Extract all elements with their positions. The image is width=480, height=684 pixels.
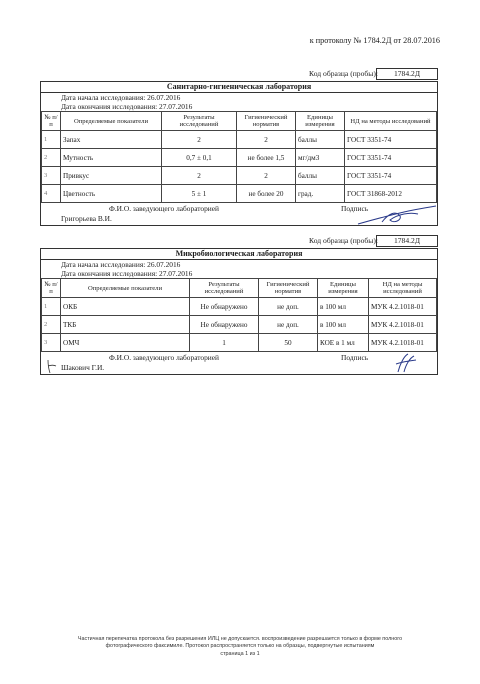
row-num: 3 xyxy=(42,334,61,352)
signature-label: Подпись xyxy=(341,353,369,362)
handwritten-signature xyxy=(390,352,420,374)
end-date: Дата окончания исследования: 27.07.2016 xyxy=(61,102,193,111)
footer-note xyxy=(40,636,440,658)
row-param: Цветность xyxy=(61,185,162,203)
table-header-row xyxy=(42,279,437,298)
col-result: Результаты исследований xyxy=(190,279,259,298)
head-name: Григорьева В.И. xyxy=(61,214,112,223)
protocol-reference: к протоколу № 1784.2Д от 28.07.2016 xyxy=(309,36,440,45)
col-unit: Единицы измерения xyxy=(318,279,369,298)
row-unit: град. xyxy=(296,185,345,203)
row-method: ГОСТ 3351-74 xyxy=(345,149,437,167)
row-method: ГОСТ 3351-74 xyxy=(345,167,437,185)
sample-code-value: 1784.2Д xyxy=(376,235,438,247)
row-result: 5 ± 1 xyxy=(162,185,237,203)
row-result: 0,7 ± 0,1 xyxy=(162,149,237,167)
col-num: № п/п xyxy=(42,279,61,298)
section-title: Микробиологическая лаборатория xyxy=(41,249,437,260)
row-result: 2 xyxy=(162,131,237,149)
section-title: Санитарно-гигиеническая лаборатория xyxy=(41,82,437,93)
row-unit: баллы xyxy=(296,131,345,149)
results-table xyxy=(41,278,437,352)
table-row xyxy=(42,185,437,203)
row-result: Не обнаружено xyxy=(190,298,259,316)
row-param: ТКБ xyxy=(61,316,190,334)
head-name: Шакович Г.И. xyxy=(61,363,105,372)
row-unit: в 100 мл xyxy=(318,316,369,334)
row-method: МУК 4.2.1018-01 xyxy=(369,334,437,352)
row-param: Привкус xyxy=(61,167,162,185)
row-norm: не более 1,5 xyxy=(237,149,296,167)
row-unit: КОЕ в 1 мл xyxy=(318,334,369,352)
micro-lab-section xyxy=(40,248,438,375)
head-label: Ф.И.О. заведующего лабораторией xyxy=(109,353,219,362)
row-num: 2 xyxy=(42,149,61,167)
row-method: МУК 4.2.1018-01 xyxy=(369,316,437,334)
col-num: № п/п xyxy=(42,112,61,131)
handwritten-signature xyxy=(352,202,442,230)
results-table xyxy=(41,111,437,203)
row-unit: мг/дм3 xyxy=(296,149,345,167)
row-num: 1 xyxy=(42,131,61,149)
row-param: ОМЧ xyxy=(61,334,190,352)
row-param: ОКБ xyxy=(61,298,190,316)
sample-code-row xyxy=(0,68,480,80)
pen-mark xyxy=(46,358,58,374)
row-num: 4 xyxy=(42,185,61,203)
start-date: Дата начала исследования: 26.07.2016 xyxy=(61,93,181,102)
col-norm: Гигиенический норматив xyxy=(259,279,318,298)
row-norm: не доп. xyxy=(259,316,318,334)
col-norm: Гигиенический норматив xyxy=(237,112,296,131)
footer-line: Частичная перепечатка протокола без разрешения ИЛЦ не допускается. воспроизведение разрешается только в форме полного xyxy=(77,636,403,642)
col-method: НД на методы исследований xyxy=(369,279,437,298)
signature-row xyxy=(41,352,437,374)
col-method: НД на методы исследований xyxy=(345,112,437,131)
row-norm: 2 xyxy=(237,131,296,149)
row-unit: в 100 мл xyxy=(318,298,369,316)
table-row xyxy=(42,167,437,185)
row-num: 2 xyxy=(42,316,61,334)
row-result: Не обнаружено xyxy=(190,316,259,334)
footer-line: фотографического факсимиле. Протокол распространяется только на образцы, подвергнутые испытаниям xyxy=(105,643,375,650)
sample-code-row-micro xyxy=(0,235,480,247)
row-method: ГОСТ 31868-2012 xyxy=(345,185,437,203)
table-row xyxy=(42,149,437,167)
start-date: Дата начала исследования: 26.07.2016 xyxy=(61,260,181,269)
col-param: Определяемые показатели xyxy=(61,112,162,131)
table-row xyxy=(42,316,437,334)
signature-label: Подпись xyxy=(341,204,369,213)
row-num: 1 xyxy=(42,298,61,316)
sample-code-label: Код образца (пробы): xyxy=(309,69,378,78)
row-method: ГОСТ 3351-74 xyxy=(345,131,437,149)
col-result: Результаты исследований xyxy=(162,112,237,131)
row-param: Мутность xyxy=(61,149,162,167)
row-norm: не доп. xyxy=(259,298,318,316)
row-param: Запах xyxy=(61,131,162,149)
row-norm: 2 xyxy=(237,167,296,185)
row-norm: не более 20 xyxy=(237,185,296,203)
row-num: 3 xyxy=(42,167,61,185)
row-result: 2 xyxy=(162,167,237,185)
table-row xyxy=(42,131,437,149)
col-unit: Единицы измерения xyxy=(296,112,345,131)
row-unit: баллы xyxy=(296,167,345,185)
table-row xyxy=(42,298,437,316)
page-number: страница 1 из 1 xyxy=(220,650,260,657)
sample-code-label: Код образца (пробы): xyxy=(309,236,378,245)
table-row xyxy=(42,334,437,352)
col-param: Определяемые показатели xyxy=(61,279,190,298)
row-result: 1 xyxy=(190,334,259,352)
head-label: Ф.И.О. заведующего лабораторией xyxy=(109,204,219,213)
sample-code-value: 1784.2Д xyxy=(376,68,438,80)
row-norm: 50 xyxy=(259,334,318,352)
row-method: МУК 4.2.1018-01 xyxy=(369,298,437,316)
end-date: Дата окончания исследования: 27.07.2016 xyxy=(61,269,193,278)
table-header-row xyxy=(42,112,437,131)
